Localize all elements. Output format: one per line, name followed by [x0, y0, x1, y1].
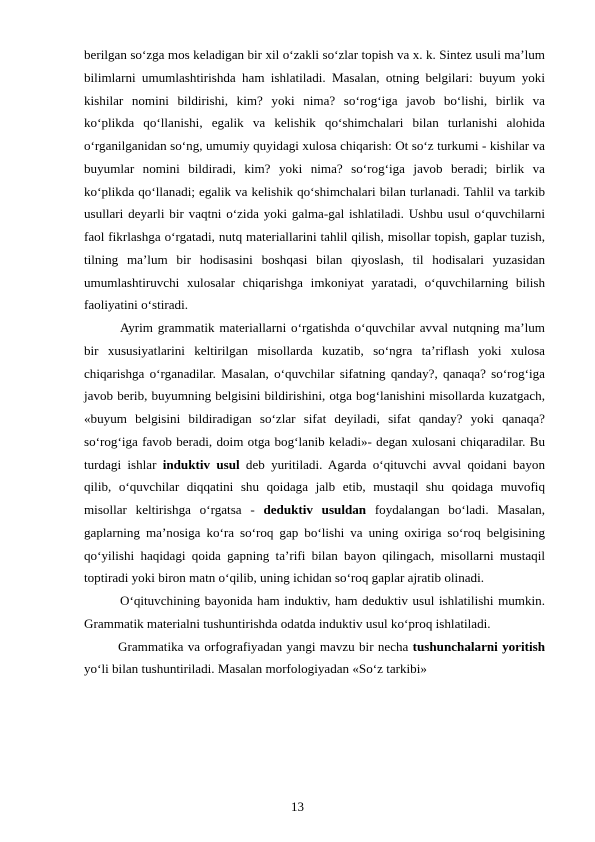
paragraph-1-text: berilgan so‘zga mos keladigan bir xil o‘zakli so‘zlar topish va x. k. Sintez usuli ma’lum bilimlarni umumlashtirishda ham ishlatiladi. Masalan, otning belgilari: buyum yoki kishilar nomini bildirishi, kim? yoki nima? so‘rog‘iga javob bo‘lishi, birlik va ko‘plikda qo‘llanishi, egalik va kelishik qo‘shimchalari bilan turlanishi alohida o‘rganilganidan so‘ng, umumiy quyidagi xulosa chiqarish: Ot so‘z turkumi - kishilar va buyumlar nomini bildiradi, kim? yoki nima? so‘rog‘iga javob beradi; birlik va ko‘plikda qo‘llanadi; egalik va kelishik qo‘shimchalari bilan turlanadi. Tahlil va tarkib usullari deyarli bir vaqtni o‘zida yoki galma-gal ishlatiladi. Ushbu usul o‘quvchilarni faol fikrlashga o‘rgatadi, nutq materiallarini tahlil qilish, misollar topish, gaplar tuzish, tilning ma’lum bir hodisasini boshqasi bilan qiyoslash, til hodisalari yuzasidan umumlashtiruvchi xulosalar chiqarishga imkoniyat yaratadi, o‘quvchilarning bilish faoliyatini o‘stiradi. — [84, 47, 545, 313]
term-tushunchalarni-yoritish: tushunchalarni yoritish — [412, 638, 545, 654]
term-deduktiv-usuldan: deduktiv usuldan — [263, 502, 367, 517]
paragraph-2-text-a: Ayrim grammatik materiallarni o‘rgatishda o‘quvchilar avval nutqning ma’lum bir xususiyatlarini keltirilgan misollarda kuzatib, so‘ngra ta’riflash yoki xulosa chiqarishga o‘rganadilar. Masalan, o‘quvchilar sifatning qanday?, qanaqa? so‘rog‘iga javob berib, buyumning belgisini bildirishini, otga bog‘lanishini misollarda kuzatgach, «buyum belgisini bildiradigan so‘zlar sifat deyiladi, sifat qanday? yoki qanaqa? so‘rog‘iga favob beradi, doim otga bog‘lanib keladi»- degan xulosani chiqaradilar. Bu turdagi ishlar — [84, 320, 545, 472]
paragraph-4-text-a: Grammatika va orfografiyadan yangi mavzu bir necha — [118, 638, 413, 654]
page-number: 13 — [291, 799, 304, 814]
paragraph-4-text-b: yo‘li bilan tushuntiriladi. Masalan morfologiyadan «So‘z tarkibi» — [84, 661, 427, 677]
paragraph-2 — [84, 317, 545, 590]
paragraph-2-text-c: foydalangan bo‘ladi. Masalan, gaplarning ma’nosiga ko‘ra so‘roq gap bo‘lishi va uning oxiriga so‘roq belgisining qo‘yilishi haqidagi qoida gapning ta’rifi bilan bayon qilingach, misollarni mustaqil toptiradi yoki biron matn o‘qilib, uning ichidan so‘roq gaplar ajratib olinadi. — [84, 502, 546, 586]
paragraph-1 — [84, 44, 545, 317]
paragraph-4 — [84, 636, 545, 682]
term-induktiv-usul: induktiv usul — [162, 456, 240, 472]
document-page — [84, 44, 545, 681]
paragraph-2-text-b: deb yuritiladi. Agarda o‘qituvchi avval qoidani bayon qilib, o‘quvchilar diqqatini shu qoidaga jalb etib, mustaqil shu qoidaga muvofiq misollar keltirishga o‘rgatsa - — [84, 456, 545, 517]
paragraph-3 — [84, 590, 545, 636]
paragraph-3-text: O‘qituvchining bayonida ham induktiv, ham deduktiv usul ishlatilishi mumkin. Grammatik materialni tushuntirishda odatda induktiv usul ko‘proq ishlatiladi. — [84, 593, 545, 631]
